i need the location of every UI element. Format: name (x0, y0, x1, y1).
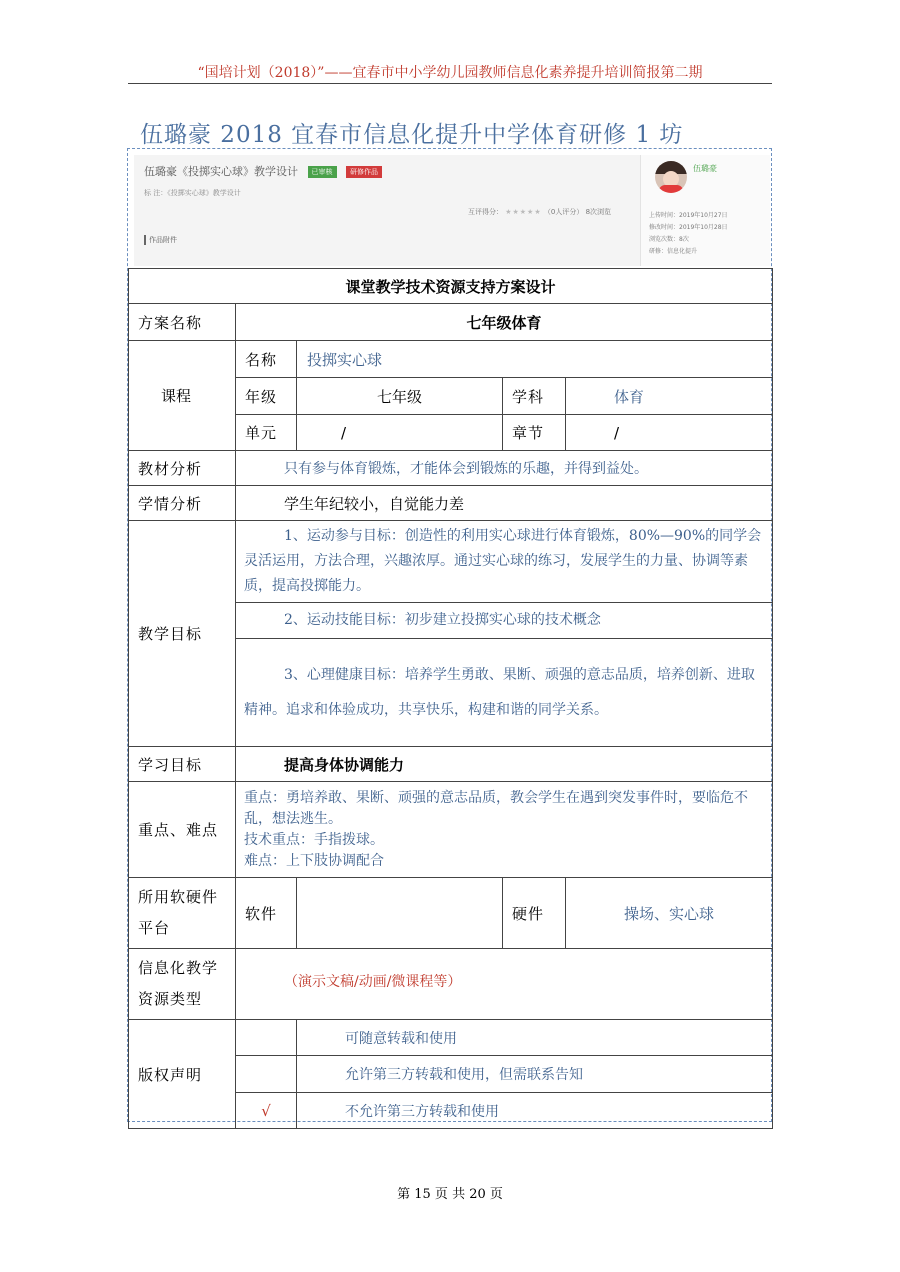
info-line: 浏览次数：8次 (649, 236, 689, 243)
page-footer: 第 15 页 共 20 页 (397, 1187, 503, 1202)
copyright-label: 版权声明 (129, 1020, 236, 1129)
rating-count: （0人评分） (543, 208, 584, 216)
keypoint-line: 重点：勇培养敢、果断、顽强的意志品质，教会学生在遇到突发事件时，要临危不乱，想法逃生。 (244, 789, 748, 827)
name-label: 名称 (236, 341, 297, 378)
learning-value: 提高身体协调能力 (236, 747, 773, 782)
learning-label: 学习目标 (129, 747, 236, 782)
info-line: 上传时间：2019年10月27日 (649, 212, 728, 219)
approved-badge: 已审核 (308, 166, 337, 178)
copyright-mark[interactable] (236, 1056, 297, 1093)
copyright-option: 不允许第三方转载和使用 (297, 1093, 773, 1129)
subject-label: 学科 (503, 378, 566, 415)
copyright-mark[interactable] (236, 1020, 297, 1056)
goals-label: 教学目标 (129, 521, 236, 747)
keypoints-cell (236, 782, 773, 878)
name-value: 投掷实心球 (297, 341, 773, 378)
grade-value: 七年级 (297, 378, 503, 415)
screenshot-title-text: 伍璐豪《投掷实心球》教学设计 (144, 165, 298, 178)
author-name[interactable]: 伍璐豪 (693, 164, 717, 173)
material-label: 教材分析 (129, 451, 236, 486)
header-rule (128, 83, 772, 84)
goal-2: 2、运动技能目标：初步建立投掷实心球的技术概念 (236, 603, 773, 639)
platform-label: 所用软硬件平台 (129, 878, 236, 949)
screenshot-subtitle: 标 注：《投掷实心球》教学设计 (144, 189, 241, 197)
copyright-option: 可随意转载和使用 (297, 1020, 773, 1056)
goal-3: 3、心理健康目标：培养学生勇敢、果断、顽强的意志品质，培养创新、进取精神。追求和体验成功，共享快乐，构建和谐的同学关系。 (236, 639, 773, 747)
screenshot-title (144, 163, 382, 179)
resource-value: （演示文稿/动画/微课程等） (236, 949, 773, 1020)
course-label: 课程 (129, 341, 236, 451)
chapter-label: 章节 (503, 415, 566, 451)
plan-name-label: 方案名称 (129, 304, 236, 341)
avatar (655, 161, 687, 193)
unit-label: 单元 (236, 415, 297, 451)
author-panel (640, 155, 770, 266)
chapter-value: / (566, 415, 773, 451)
page-title: 伍璐豪 2018 宜春市信息化提升中学体育研修 1 坊 (140, 122, 684, 148)
keypoint-line: 难点：上下肢协调配合 (244, 852, 384, 869)
attachment-section-label: 作品附件 (144, 235, 177, 245)
star-rating-icon[interactable]: ★★★★★ (505, 208, 542, 216)
material-value: 只有参与体育锻炼，才能体会到锻炼的乐趣，并得到益处。 (236, 451, 773, 486)
goal-1: 1、运动参与目标：创造性的利用实心球进行体育锻炼，80%—90%的同学会灵活运用，方法合理，兴趣浓厚。通过实心球的练习，发展学生的力量、协调等素质，提高投掷能力。 (236, 521, 773, 603)
grade-label: 年级 (236, 378, 297, 415)
resource-label: 信息化教学资源类型 (129, 949, 236, 1020)
copyright-option: 允许第三方转载和使用，但需联系告知 (297, 1056, 773, 1093)
page-header: “国培计划（2018）”——宜春市中小学幼儿园教师信息化素养提升培训简报第二期 (197, 65, 703, 81)
student-label: 学情分析 (129, 486, 236, 521)
info-line: 修改时间：2019年10月28日 (649, 224, 728, 231)
plan-name-value: 七年级体育 (236, 304, 773, 341)
subject-value: 体育 (566, 378, 773, 415)
software-value (297, 878, 503, 949)
table-title: 课堂教学技术资源支持方案设计 (129, 269, 773, 304)
work-badge: 研修作品 (346, 166, 382, 178)
embedded-screenshot (134, 155, 770, 266)
unit-value: / (297, 415, 503, 451)
keypoint-line: 技术重点：手指拨球。 (244, 831, 384, 848)
copyright-check-icon[interactable]: √ (236, 1093, 297, 1129)
design-table (128, 268, 773, 1129)
student-value: 学生年纪较小，自觉能力差 (236, 486, 773, 521)
rating-label: 互评得分： (468, 208, 503, 216)
info-line: 研修：信息化提升 (649, 248, 698, 255)
hardware-label: 硬件 (503, 878, 566, 949)
rating-row (468, 207, 611, 217)
software-label: 软件 (236, 878, 297, 949)
hardware-value: 操场、实心球 (566, 878, 773, 949)
rating-views: 8次浏览 (585, 208, 612, 216)
keypoints-label: 重点、难点 (129, 782, 236, 878)
